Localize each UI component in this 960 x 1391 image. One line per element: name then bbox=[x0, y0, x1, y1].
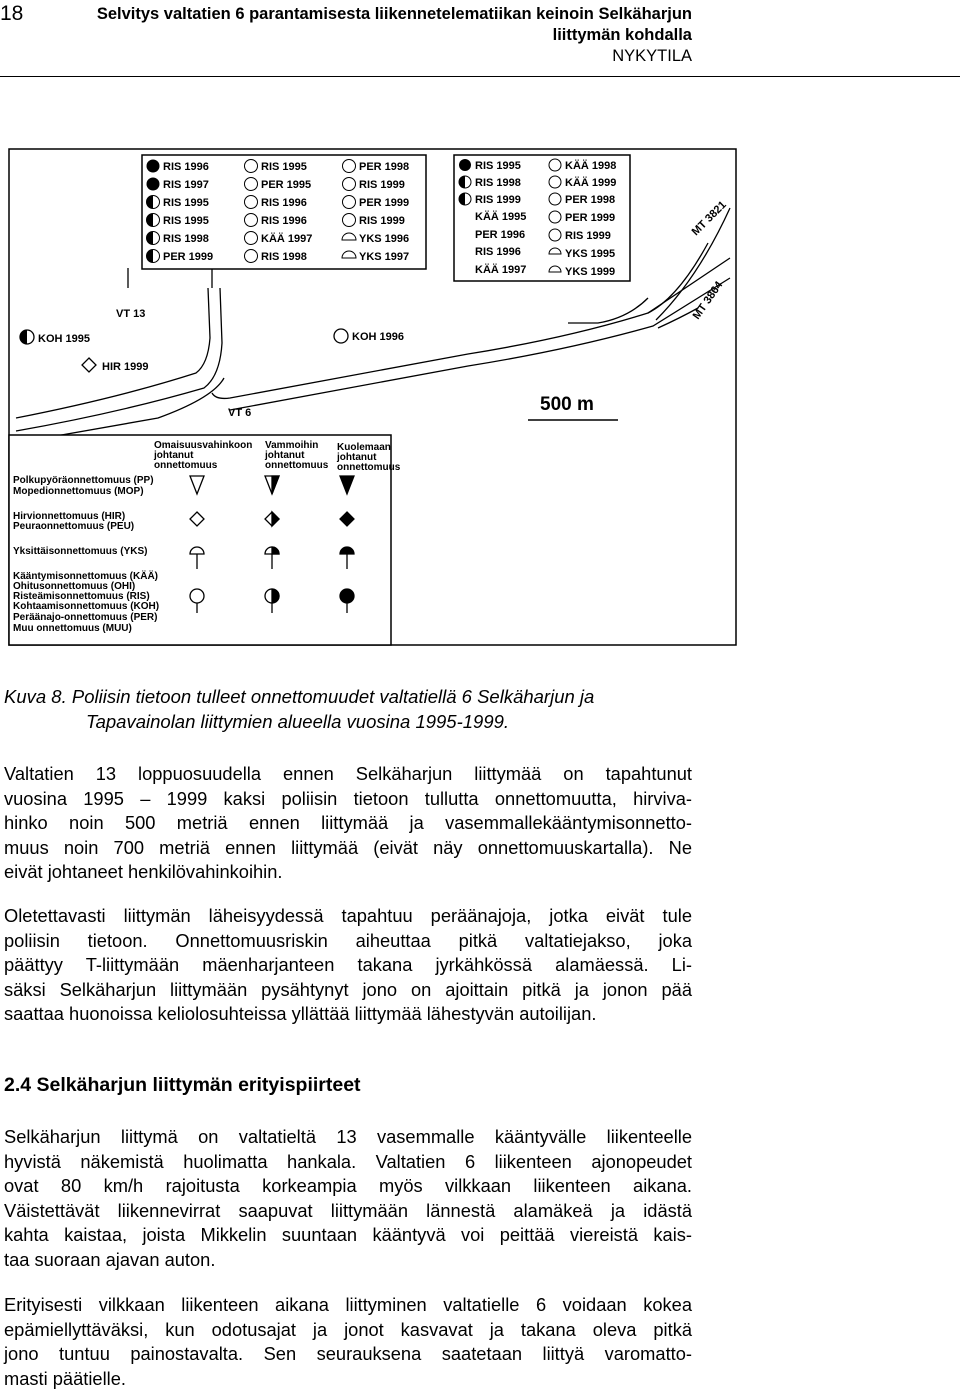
list-e-item: PER 1998 bbox=[565, 194, 615, 206]
circle-icon bbox=[190, 589, 204, 603]
list-d-item: RIS 1996 bbox=[475, 246, 521, 258]
legend-label: Yksittäisonnettomuus (YKS) bbox=[13, 546, 147, 557]
list-b-item: RIS 1998 bbox=[261, 251, 307, 263]
list-d-item: PER 1996 bbox=[475, 229, 525, 241]
page-number: 18 bbox=[0, 2, 23, 26]
header-section: NYKYTILA bbox=[80, 46, 692, 67]
list-e-item: KÄÄ 1998 bbox=[565, 159, 616, 172]
legend-col3-line: onnettomuus bbox=[337, 462, 401, 473]
list-c-item: YKS 1996 bbox=[359, 233, 409, 245]
scale-label: 500 m bbox=[540, 394, 594, 415]
text-line: Erityisesti vilkkaan liikenteen aikana liittyminen valtatielle 6 voidaan kokea bbox=[4, 1293, 692, 1318]
legend-label: Risteämisonnettomuus (RIS) bbox=[13, 591, 150, 602]
road-label-vt13: VT 13 bbox=[116, 308, 145, 320]
legend-label: Hirvionnettomuus (HIR) bbox=[13, 511, 125, 522]
text-line: Valtatien 13 loppuosuudella ennen Selkäharjun liittymää on tapahtunut bbox=[4, 762, 692, 787]
text-line: jono tuntuu painostavalta. Sen seurauksena saatetaan liittyä varomatto- bbox=[4, 1342, 692, 1367]
text-line: kahta kaistaa, joista Mikkelin suuntaan kääntyvä voi peittää viereistä kais- bbox=[4, 1223, 692, 1248]
list-a-item: RIS 1997 bbox=[163, 179, 209, 191]
caption-line2: Tapavainolan liittymien alueella vuosina 1995-1999. bbox=[4, 709, 704, 734]
legend-col2-line: johtanut bbox=[264, 450, 305, 461]
header-rule bbox=[0, 76, 960, 77]
caption-line1: Kuva 8. Poliisin tietoon tulleet onnettomuudet valtatiellä 6 Selkäharjun ja bbox=[4, 686, 594, 707]
circle-filled-icon bbox=[340, 589, 354, 603]
list-b-item: KÄÄ 1997 bbox=[261, 232, 312, 245]
legend-col1-line: Omaisuusvahinkoon bbox=[154, 440, 252, 451]
circle-icon bbox=[334, 329, 348, 343]
list-e-item: PER 1999 bbox=[565, 212, 615, 224]
list-b-item: PER 1995 bbox=[261, 179, 311, 191]
legend-col3-line: johtanut bbox=[336, 452, 377, 463]
road-label-mt3821: MT 3821 bbox=[690, 199, 729, 238]
legend-col3-line: Kuolemaan bbox=[337, 442, 391, 453]
paragraph-4 bbox=[4, 1293, 692, 1391]
list-c-item: YKS 1997 bbox=[359, 251, 409, 263]
list-d-item: KÄÄ 1995 bbox=[475, 210, 526, 223]
legend-col1-line: onnettomuus bbox=[154, 460, 218, 471]
text-line: taa suoraan ajavan auton. bbox=[4, 1248, 692, 1273]
list-a-item: RIS 1996 bbox=[163, 161, 209, 173]
point-label-hir1999: HIR 1999 bbox=[102, 361, 148, 373]
road-label-mt3864: MT 3864 bbox=[691, 279, 726, 322]
legend-label: Mopedionnettomuus (MOP) bbox=[13, 486, 144, 497]
legend-col2-line: onnettomuus bbox=[265, 460, 329, 471]
list-c-item: RIS 1999 bbox=[359, 179, 405, 191]
text-line: saattaa huonoissa keliolosuhteissa yllättää liittymää lähestyvän autoilijan. bbox=[4, 1002, 692, 1027]
text-line: Oletettavasti liittymän läheisyydessä tapahtuu peräänajoja, jotka eivät tule bbox=[4, 904, 692, 929]
figure-caption bbox=[4, 684, 704, 734]
list-c-item: RIS 1999 bbox=[359, 215, 405, 227]
point-label-koh1996: KOH 1996 bbox=[352, 331, 404, 343]
list-e-item: YKS 1995 bbox=[565, 248, 615, 260]
legend-label: Kääntymisonnettomuus (KÄÄ) bbox=[13, 569, 158, 582]
legend-label: Muu onnettomuus (MUU) bbox=[13, 623, 132, 634]
legend-label: Polkupyöräonnettomuus (PP) bbox=[13, 475, 154, 486]
road-label-vt6: VT 6 bbox=[228, 407, 251, 419]
text-line: muus noin 700 metriä ennen liittymää (eivät näy onnettomuuskartalla). Ne bbox=[4, 836, 692, 861]
list-e-item: KÄÄ 1999 bbox=[565, 176, 616, 189]
list-a-item: PER 1999 bbox=[163, 251, 213, 263]
paragraph-2 bbox=[4, 904, 692, 1027]
list-a-item: RIS 1998 bbox=[163, 233, 209, 245]
legend-label: Kohtaamisonnettomuus (KOH) bbox=[13, 601, 159, 612]
list-d-item: RIS 1995 bbox=[475, 160, 521, 172]
header-title-line2: liittymän kohdalla bbox=[80, 25, 692, 46]
legend-label: Peuraonnettomuus (PEU) bbox=[13, 521, 134, 532]
koh-half-circle-icon bbox=[20, 330, 34, 344]
list-a-item: RIS 1995 bbox=[163, 197, 209, 209]
list-b-item: RIS 1996 bbox=[261, 215, 307, 227]
section-heading: 2.4 Selkäharjun liittymän erityispiirteet bbox=[4, 1074, 361, 1097]
list-a-item: RIS 1995 bbox=[163, 215, 209, 227]
text-line: vuosina 1995 – 1999 kaksi poliisin tietoon tullutta onnettomuutta, hirviva- bbox=[4, 787, 692, 812]
list-e-item: YKS 1999 bbox=[565, 266, 615, 278]
legend-label: Ohitusonnettomuus (OHI) bbox=[13, 581, 135, 592]
text-line: poliisin tietoon. Onnettomuusriskin aiheuttaa pitkä valtatiejakso, joka bbox=[4, 929, 692, 954]
list-c-item: PER 1999 bbox=[359, 197, 409, 209]
text-line: epämiellyttäväksi, kun odotusajat ja jonot kasvavat ja takana oleva pitkä bbox=[4, 1318, 692, 1343]
point-label-koh1995: KOH 1995 bbox=[38, 333, 90, 345]
text-line: Väistettävät liikennevirrat saapuvat liittymään lännestä alamäkeä ja idästä bbox=[4, 1199, 692, 1224]
list-b-item: RIS 1995 bbox=[261, 161, 307, 173]
paragraph-1 bbox=[4, 762, 692, 885]
accident-map bbox=[8, 148, 738, 648]
legend-col2-line: Vammoihin bbox=[265, 440, 318, 451]
text-line: hinko noin 500 metriä ennen liittymää ja vasemmallekääntymisonnetto- bbox=[4, 811, 692, 836]
text-line: päättyy T-liittymään mäenharjanteen takana jyrkähkössä alamäessä. Li- bbox=[4, 953, 692, 978]
list-d-item: RIS 1999 bbox=[475, 194, 521, 206]
text-line: säksi Selkäharjun liittymään pysähtynyt jono on ajoittain pitkä ja jonon pää bbox=[4, 978, 692, 1003]
legend-col1-line: johtanut bbox=[153, 450, 194, 461]
header-title-line1: Selvitys valtatien 6 parantamisesta liikennetelematiikan keinoin Selkäharjun bbox=[80, 4, 692, 25]
list-b-item: RIS 1996 bbox=[261, 197, 307, 209]
list-d-item: KÄÄ 1997 bbox=[475, 263, 526, 276]
list-c-item: PER 1998 bbox=[359, 161, 409, 173]
text-line: masti päätielle. bbox=[4, 1367, 692, 1391]
list-d-item: RIS 1998 bbox=[475, 177, 521, 189]
running-header bbox=[80, 4, 692, 67]
text-line: eivät johtaneet henkilövahinkoihin. bbox=[4, 860, 692, 885]
text-line: hyvistä näkemistä huolimatta hankala. Valtatien 6 liikenteen ajonopeudet bbox=[4, 1150, 692, 1175]
legend-label: Peräänajo-onnettomuus (PER) bbox=[13, 612, 157, 623]
text-line: Selkäharjun liittymä on valtatieltä 13 vasemmalle kääntyvälle liikenteelle bbox=[4, 1125, 692, 1150]
paragraph-3 bbox=[4, 1125, 692, 1272]
diamond-icon bbox=[82, 358, 96, 372]
text-line: ovat 80 km/h rajoitusta korkeampia myös vilkkaan liikenteen aikana. bbox=[4, 1174, 692, 1199]
list-e-item: RIS 1999 bbox=[565, 230, 611, 242]
